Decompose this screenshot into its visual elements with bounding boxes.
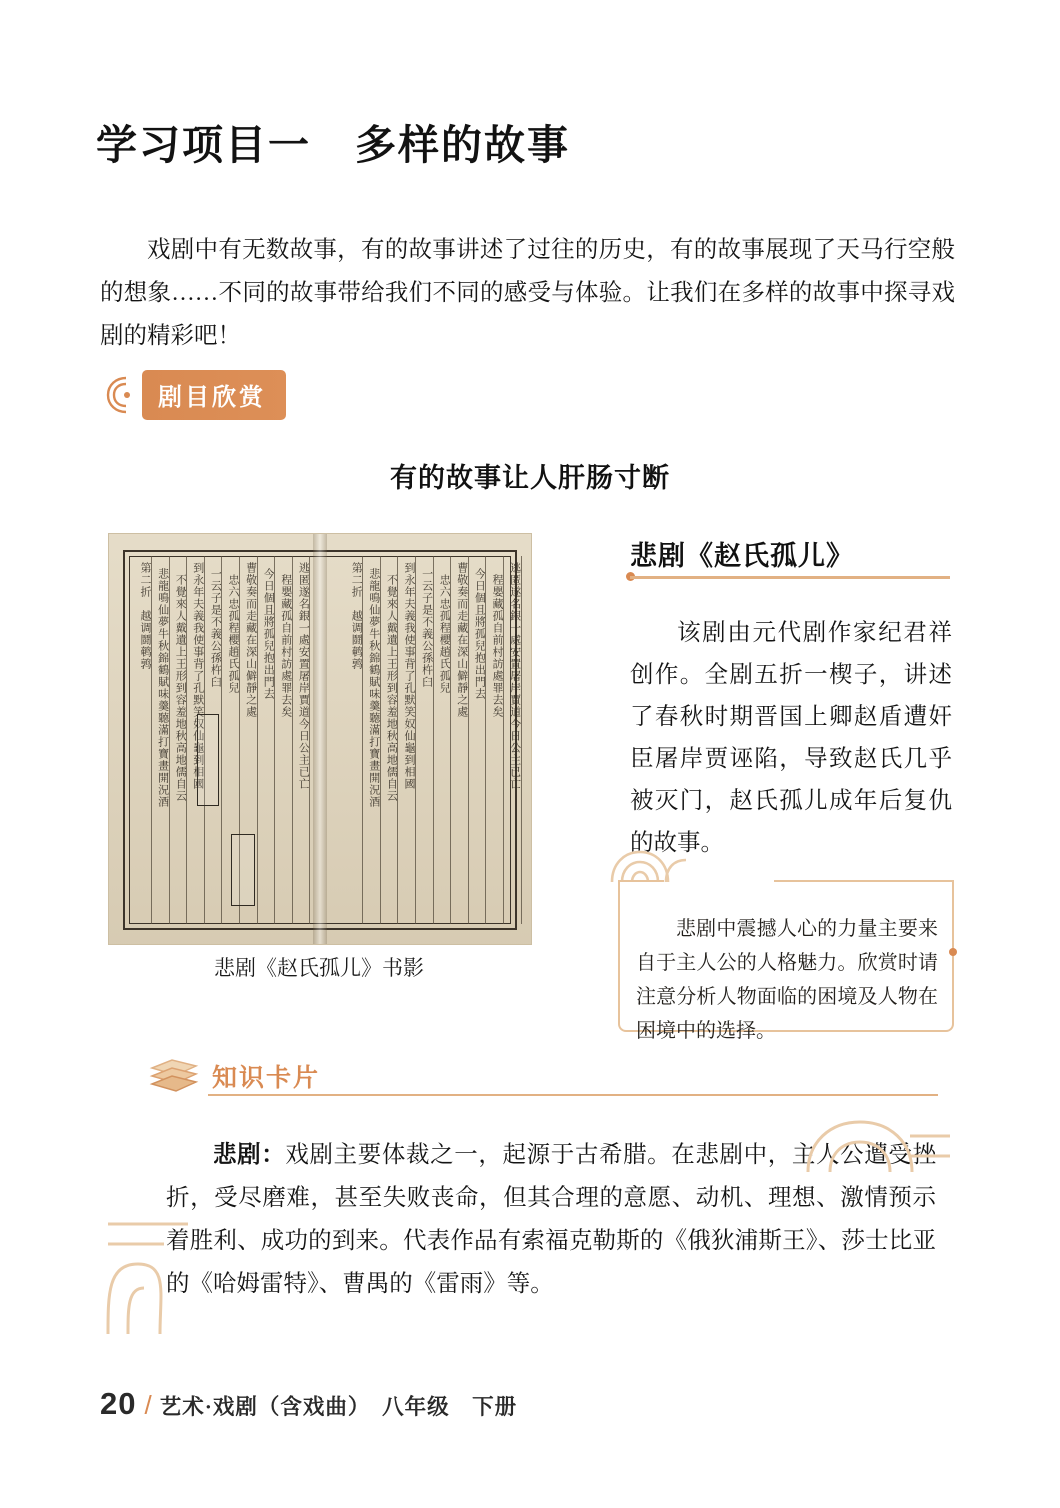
- books-icon: [146, 1054, 202, 1098]
- footer-separator: /: [144, 1390, 152, 1420]
- figure-gutter: [313, 534, 327, 944]
- section-tag: [104, 372, 286, 418]
- deco-cloud-right-icon: [804, 1106, 954, 1176]
- page-number: 20: [100, 1386, 137, 1421]
- figure-text-column: 程嬰藏孤自前村訪處罪去矣: [491, 574, 503, 718]
- figure-text-column: 一云子是不義公孫杵臼: [209, 568, 222, 688]
- knowledge-card-term: 悲剧：: [213, 1141, 286, 1168]
- title-main: 学习项目一: [96, 122, 311, 168]
- tip-dot: [949, 948, 957, 956]
- book-figure-image: [108, 533, 532, 945]
- tip-box: [604, 838, 954, 1042]
- figure-text-column: 曹敬奏而走藏在深山僻靜之處: [244, 562, 257, 718]
- figure-text-column: 程嬰藏孤自前村訪處罪去矣: [279, 574, 292, 718]
- figure-column-rule: [521, 556, 522, 924]
- knowledge-card-label: 知识卡片: [212, 1064, 321, 1092]
- figure-text-column: 不覺來人戴遺上王形到容羞地秋高地儒自云: [174, 574, 187, 802]
- title-underline-rule: [630, 576, 950, 579]
- figure-box-label-1: [197, 714, 219, 806]
- footer-book-info: 艺术·戏剧（含戏曲） 八年级 下册: [159, 1395, 518, 1419]
- right-column-body: 该剧由元代剧作家纪君祥创作。全剧五折一楔子，讲述了春秋时期晋国上卿赵盾遭奸臣屠岸贾诬陷，导致赵氏几乎被灭门，赵氏孤儿成年后复仇的故事。: [630, 619, 952, 856]
- figure-text-column: 忠六忠孤程櫻趙氏孤兒: [227, 574, 239, 694]
- figure-text-column: 忠六忠孤程櫻趙氏孤兒: [438, 574, 451, 694]
- figure-text-column: 今日個且將孤兒抱出門去: [473, 568, 486, 700]
- page-footer: [100, 1386, 517, 1422]
- figure-text-column: 悲龍鳴仙夢牛秋錦鶴賦味羹聽滿打寶畫開況酒: [156, 568, 169, 808]
- tip-text: 悲剧中震撼人心的力量主要来自于主人公的人格魅力。欣赏时请注意分析人物面临的困境及人物在困境中的选择。: [636, 918, 938, 1042]
- figure-text-column: 一云子是不義公孫杵臼: [420, 568, 433, 688]
- deco-cloud-left-icon: [104, 1208, 224, 1338]
- figure-text-column: 今日個且將孤兒抱出門去: [262, 568, 275, 700]
- knowledge-card-header: [146, 1054, 320, 1098]
- knowledge-card-text: 戏剧主要体裁之一，起源于古希腊。在悲剧中，主人公遭受挫折，受尽磨难，甚至失败丧命，但其合理的意愿、动机、理想、激情预示着胜利、成功的到来。代表作品有索福克勒斯的《俄狄浦斯王》、莎士比亚的《哈姆雷特》、曹禺的《雷雨》等。: [166, 1141, 937, 1297]
- figure-column-rule: [309, 556, 310, 924]
- figure-text-column: 不覺來人戴遺上王形到容羞地秋高地儒自云: [385, 574, 398, 802]
- figure-text-column: 第二折 越调鬪鹌鹑: [350, 562, 363, 670]
- ornament-icon: [104, 373, 150, 417]
- figure-text-column: 第二折 越调鬪鹌鹑: [139, 562, 151, 670]
- page-title: [96, 112, 570, 171]
- tip-box-frame: [618, 882, 954, 1042]
- knowledge-card: [104, 1048, 952, 1348]
- figure-text-column: 逃匿遂名銀一處安置屠岸賈道今日公主已亡: [297, 562, 310, 790]
- figure-text-column: 悲龍鳴仙夢牛秋錦鶴賦味羹聽滿打寶畫開況酒: [367, 568, 380, 808]
- intro-paragraph: 戏剧中有无数故事，有的故事讲述了过往的历史，有的故事展现了天马行空般的想象……不同的故事带给我们不同的感受与体验。让我们在多样的故事中探寻戏剧的精彩吧！: [100, 236, 955, 349]
- sub-heading: 有的故事让人肝肠寸断: [390, 463, 670, 493]
- section-tag-label: 剧目欣赏: [142, 370, 286, 420]
- knowledge-card-rule: [208, 1094, 938, 1096]
- figure-text-column: 到永年夫義我使事背了孔默笑奴仙龜到相國: [191, 562, 204, 790]
- title-sub: 多样的故事: [355, 122, 570, 168]
- cloud-ornament-icon: [606, 838, 692, 886]
- figure-text-column: 到永年夫義我使事背了孔默笑奴仙龜到相國: [403, 562, 415, 790]
- right-column-title: 悲剧《赵氏孤儿》: [630, 541, 854, 571]
- figure-text-column: 逃匿遂名銀一處安置屠岸賈道今日公主已亡: [508, 562, 521, 790]
- figure-box-label-2: [231, 834, 255, 906]
- figure-caption: 悲剧《赵氏孤儿》书影: [214, 956, 424, 980]
- figure-text-column: 曹敬奏而走藏在深山僻靜之處: [455, 562, 468, 718]
